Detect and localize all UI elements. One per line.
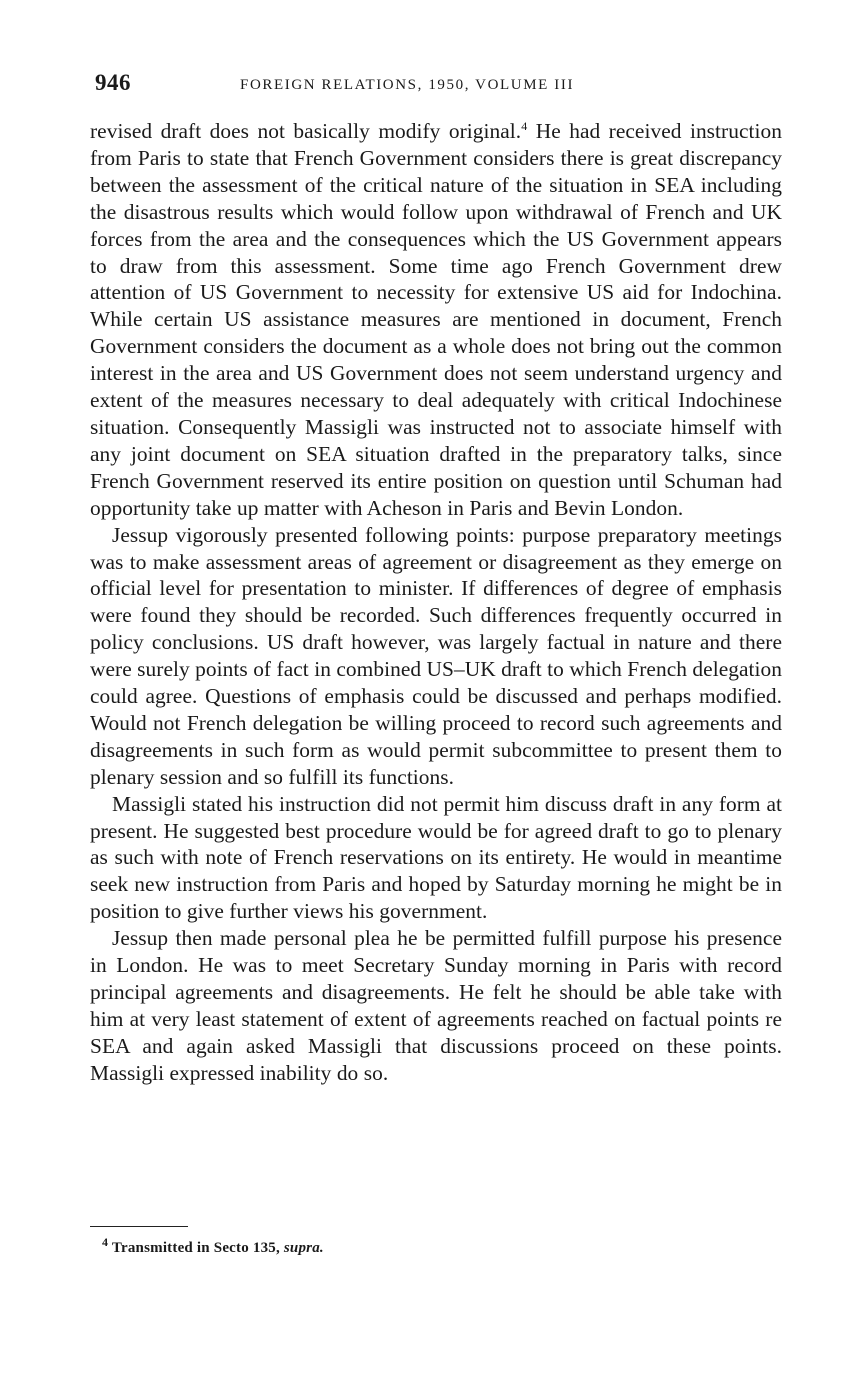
- page-number: 946: [95, 70, 131, 95]
- paragraph-3: Massigli stated his instruction did not permit him discuss draft in any form at present. He suggested best procedure would be for agreed draft to go to plenary as such with note of French reservations on its entirety. He would in meantime seek new instruction from Paris and hoped by Saturday morning he might be in position to give further views his government.: [90, 791, 782, 924]
- page-header: [95, 70, 785, 100]
- running-head: FOREIGN RELATIONS, 1950, VOLUME III: [240, 77, 575, 93]
- body-text: [90, 118, 782, 1087]
- footnote-reference[interactable]: 4: [521, 118, 528, 133]
- paragraph-1-continuation: He had received instruction from Paris to state that French Government considers there is great discrepancy between the assessment of the critical nature of the situation in SEA including the disastrous results which would follow upon withdrawal of French and UK forces from the area and the consequences which the US Government appears to draw from this assessment. Some time ago French Government drew attention of US Government to necessity for extensive US aid for Indochina. While certain US assistance measures are mentioned in document, French Government considers the document as a whole does not bring out the common interest in the area and US Government does not seem understand urgency and extent of the measures necessary to deal adequately with critical Indochinese situation. Consequently Massigli was instructed not to associate himself with any joint document on SEA situation drafted in the preparatory talks, since French Government reserved its entire position on question until Schuman had opportunity take up matter with Acheson in Paris and Bevin London.: [90, 119, 782, 520]
- footnote-marker: 4: [102, 1235, 109, 1249]
- footnote-divider: [90, 1226, 188, 1227]
- paragraph-4: Jessup then made personal plea he be permitted fulfill purpose his presence in London. He was to meet Secretary Sunday morning in Paris with record principal agreements and disagreements. He felt he should be able take with him at very least statement of extent of agreements reached on factual points re SEA and again asked Massigli that discussions proceed on these points. Massigli expressed inability do so.: [90, 926, 782, 1085]
- footnote-text: Transmitted in Secto 135,: [111, 1240, 284, 1256]
- paragraph-2: Jessup vigorously presented following points: purpose preparatory meetings was to make assessment areas of agreement or disagreement as they emerge on official level for presentation to minister. If differences of degree of emphasis were found they should be recorded. Such differences frequently occurred in policy conclusions. US draft however, was largely factual in nature and there were surely points of fact in combined US–UK draft to which French delegation could agree. Questions of emphasis could be discussed and perhaps modified. Would not French delegation be willing proceed to record such agreements and disagreements in such form as would permit subcommittee to present them to plenary session and so fulfill its functions.: [90, 522, 782, 789]
- footnote: [102, 1235, 324, 1257]
- footnote-italic: supra.: [283, 1240, 324, 1256]
- paragraph-1: [90, 118, 782, 522]
- paragraph-1-text: revised draft does not basically modify original.: [90, 119, 522, 143]
